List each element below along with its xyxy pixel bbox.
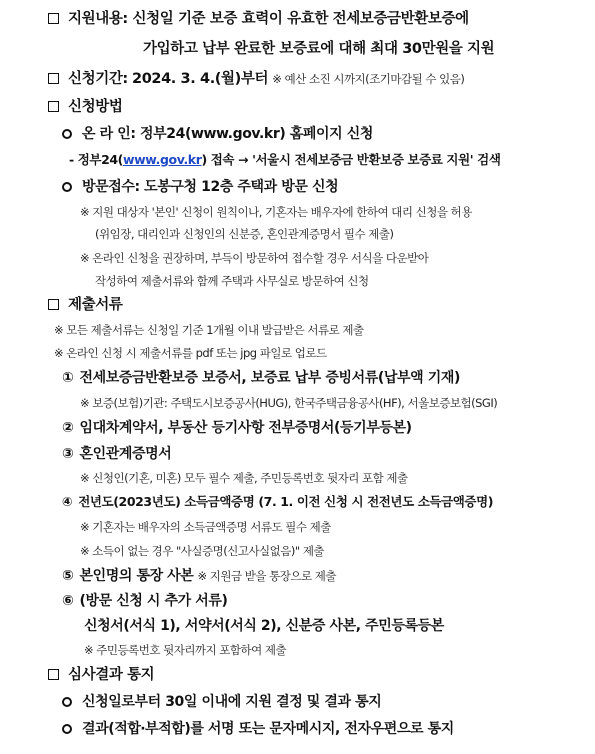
item-number: ⑥ (62, 593, 74, 609)
review-item-1-text: 신청일로부터 30일 이내에 지원 결정 및 결과 통지 (82, 694, 382, 710)
item3-note: ※ 신청인(기혼, 미혼) 모두 필수 제출, 주민등록번호 뒷자리 포함 제출 (80, 471, 408, 485)
document-item-1 (62, 368, 460, 388)
item-text: 전년도(2023년도) 소득금액증명 (7. 1. 이전 신청 시 전전년도 소득금액증명) (78, 494, 494, 509)
square-bullet-icon (48, 73, 59, 84)
item-number: ⑤ (62, 568, 74, 584)
documents-note2: ※ 온라인 신청 시 제출서류를 pdf 또는 jpg 파일로 업로드 (54, 346, 327, 360)
support-text-line2: 가입하고 납부 완료한 보증료에 대해 최대 30만원을 지원 (143, 41, 495, 57)
circle-bullet-icon (62, 129, 72, 139)
review-item-2-text: 결과(적합‧부적합)를 서명 또는 문자메시지, 전자우편으로 통지 (82, 721, 454, 737)
method-note2-b: 작성하여 제출서류와 함께 주택과 사무실로 방문하여 신청 (95, 274, 369, 288)
review-item-1 (62, 692, 381, 712)
item-number: ④ (62, 494, 73, 509)
documents-note1: ※ 모든 제출서류는 신청일 기준 1개월 이내 발급받은 서류로 제출 (54, 323, 364, 337)
period-section (48, 69, 464, 89)
method-note1-a: ※ 지원 대상자 '본인' 신청이 원칙이나, 기혼자는 배우자에 한하여 대리 신청을 허용 (80, 205, 472, 219)
item4-note2: ※ 소득이 없는 경우 "사실증명(신고사실없음)" 제출 (80, 544, 325, 558)
period-title: 신청기간: (68, 71, 128, 87)
period-note: ※ 예산 소진 시까지(조기마감될 수 있음) (272, 72, 465, 86)
item4-note1: ※ 기혼자는 배우자의 소득금액증명 서류도 필수 제출 (80, 520, 331, 534)
method-online (62, 124, 373, 144)
support-title: 지원내용: (68, 11, 128, 27)
method-note2-a: ※ 온라인 신청을 권장하며, 부득이 방문하여 접수할 경우 서식을 다운받아 (80, 251, 429, 265)
document-item-5 (62, 566, 336, 586)
method-note1-b: (위임장, 대리인과 신청인의 신분증, 혼인관계증명서 필수 제출) (95, 227, 394, 241)
circle-bullet-icon (62, 697, 72, 707)
support-text-line1: 신청일 기준 보증 효력이 유효한 전세보증금반환보증에 (132, 11, 469, 27)
documents-section-heading (48, 295, 122, 315)
documents-title: 제출서류 (68, 297, 123, 313)
item-text: (방문 신청 시 추가 서류) (79, 593, 228, 609)
item-text: 혼인관계증명서 (79, 446, 172, 462)
review-item-2 (62, 719, 454, 739)
document-item-6 (62, 591, 227, 611)
square-bullet-icon (48, 101, 59, 112)
square-bullet-icon (48, 299, 59, 310)
item-number: ② (62, 420, 74, 436)
online-sub-suffix: ) 접속 → '서울시 전세보증금 반환보증 보증료 지원' 검색 (201, 152, 501, 167)
item-number: ① (62, 370, 74, 386)
square-bullet-icon (48, 13, 59, 24)
support-section (48, 9, 469, 29)
online-text: 정부24(www.gov.kr) 홈페이지 신청 (140, 126, 374, 142)
gov-link[interactable]: www.gov.kr (123, 152, 202, 167)
online-sub-prefix: - 정부24( (69, 152, 123, 167)
review-section-heading (48, 665, 154, 685)
online-label: 온 라 인: (82, 126, 136, 142)
square-bullet-icon (48, 669, 59, 680)
item5-inline-note: ※ 지원금 받을 통장으로 제출 (197, 569, 336, 583)
review-title: 심사결과 통지 (68, 667, 155, 683)
method-section-heading (48, 97, 122, 117)
period-date: 2024. 3. 4.(월)부터 (132, 71, 269, 87)
item1-note: ※ 보증(보험)기관: 주택도시보증공사(HUG), 한국주택금융공사(HF), 서울보증보험(SGI) (80, 396, 498, 410)
item6-note: ※ 주민등록번호 뒷자리까지 포함하여 제출 (84, 643, 287, 657)
visit-text: 방문접수: 도봉구청 12층 주택과 방문 신청 (82, 179, 339, 195)
method-title: 신청방법 (68, 99, 123, 115)
item-text: 임대차계약서, 부동산 등기사항 전부증명서(등기부등본) (79, 420, 412, 436)
document-item-3 (62, 444, 171, 464)
item-text: 전세보증금반환보증 보증서, 보증료 납부 증빙서류(납부액 기재) (79, 370, 460, 386)
item-text: 본인명의 통장 사본 (79, 568, 194, 584)
document-item-2 (62, 418, 412, 438)
circle-bullet-icon (62, 182, 72, 192)
method-visit (62, 177, 338, 197)
document-item-4 (62, 492, 493, 512)
method-online-sub (69, 150, 501, 170)
item-number: ③ (62, 446, 74, 462)
circle-bullet-icon (62, 724, 72, 734)
item6-sub: 신청서(서식 1), 서약서(서식 2), 신분증 사본, 주민등록등본 (84, 618, 444, 634)
